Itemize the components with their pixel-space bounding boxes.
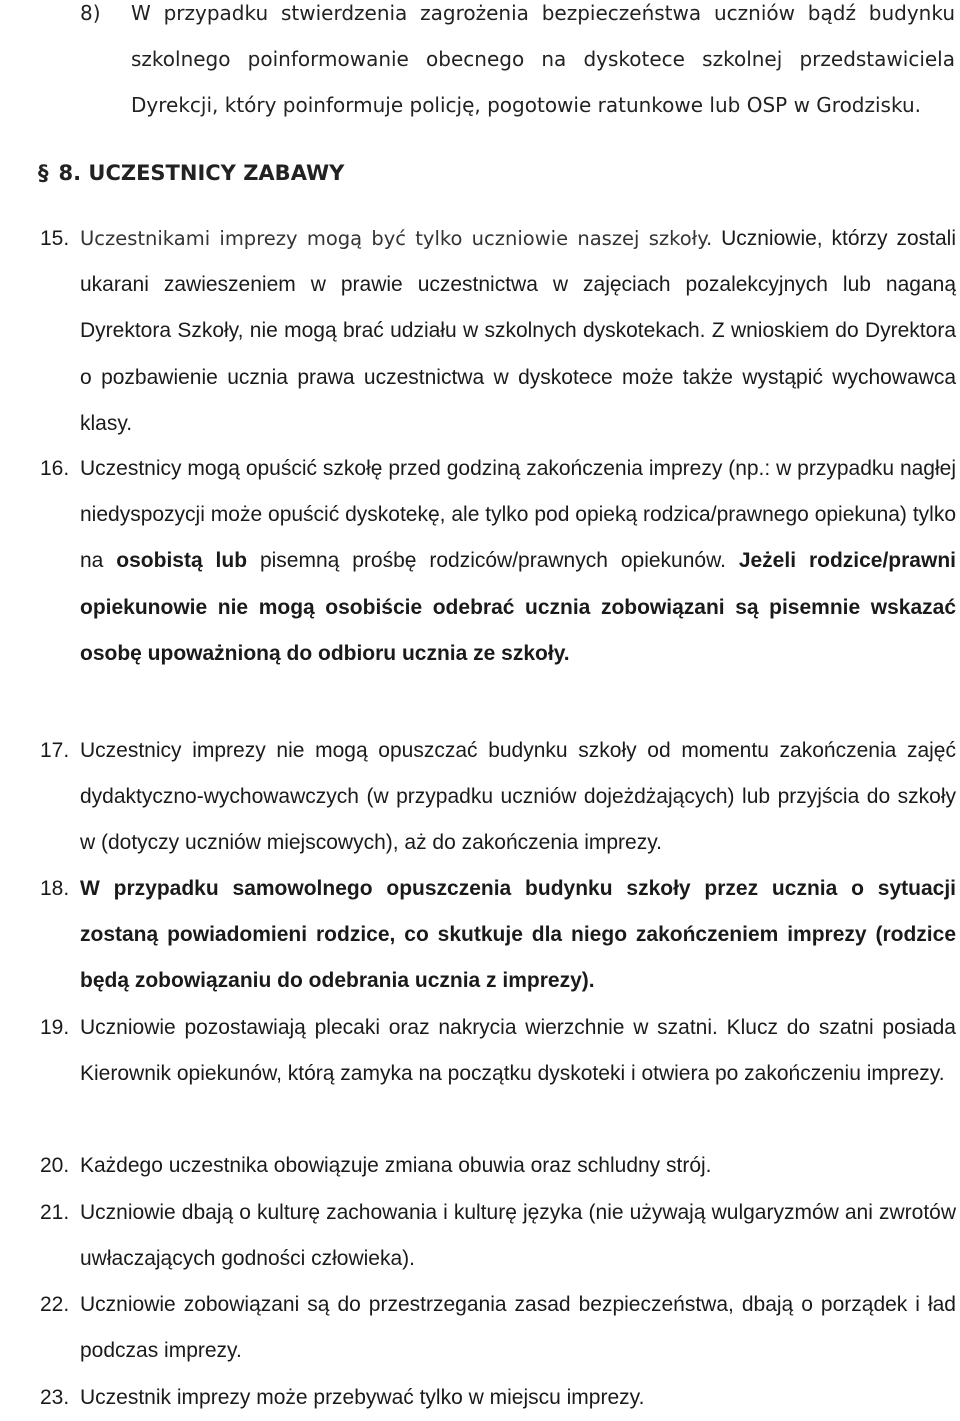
item-text: W przypadku stwierdzenia zagrożenia bezpieczeństwa uczniów bądź budynku szkolnego poinformowanie obecnego na dyskotece szkolnej przedstawiciela Dyrekcji, który poinformuje policję, pogotowie ratunkowe lub OSP w Grodzisku. xyxy=(131,1,955,117)
item-text-rest: Uczniowie, którzy zostali ukarani zawieszeniem w prawie uczestnictwa w zajęciach pozalekcyjnych lub naganą Dyrektora Szkoły, nie mogą brać udziału w szkolnych dyskotekach. Z wnioskiem do Dyrektora o pozbawienie ucznia prawa uczestnictwa w dyskotece może także wystąpić wychowawca klasy. xyxy=(80,227,956,435)
section-title: 8. UCZESTNICY ZABAWY xyxy=(58,161,345,185)
item-text: Uczestnik imprezy może przebywać tylko w miejscu imprezy. xyxy=(80,1386,645,1409)
item-text: Uczniowie zobowiązani są do przestrzegania zasad bezpieczeństwa, dbają o porządek i ład podczas imprezy. xyxy=(80,1293,956,1363)
item-number: 22. xyxy=(40,1293,70,1316)
item-text: W przypadku samowolnego opuszczenia budynku szkoły przez ucznia o sytuacji zostaną powiadomieni rodzice, co skutkuje dla niego zakończeniem imprezy (rodzice będą zobowiązaniu do odebrania ucznia z imprezy). xyxy=(80,877,956,993)
item-text-bold: Jeżeli rodzice/prawni opiekunowie nie mogą osobiście odebrać ucznia zobowiązani są pisemnie wskazać osobę upoważnioną do odbioru ucznia ze szkoły. xyxy=(80,549,956,665)
item-number: 17. xyxy=(40,739,70,762)
item-text: Każdego uczestnika obowiązuje zmiana obuwia oraz schludny strój. xyxy=(80,1154,712,1177)
item-number: 15. xyxy=(40,227,70,250)
item-number: 20. xyxy=(40,1154,70,1177)
item-text: Uczniowie dbają o kulturę zachowania i kulturę języka (nie używają wulgaryzmów ani zwrotów uwłaczających godności człowieka). xyxy=(80,1201,956,1271)
item-text-part: pisemną prośbę rodziców/prawnych opiekunów. xyxy=(247,549,739,573)
item-number: 23. xyxy=(40,1386,70,1409)
item-number: 8) xyxy=(80,1,101,25)
item-number: 16. xyxy=(40,457,70,480)
item-text: Uczestnicy imprezy nie mogą opuszczać budynku szkoły od momentu zakończenia zajęć dydaktyczno-wychowawczych (w przypadku uczniów dojeżdżających) lub przyjścia do szkoły w (dotyczy uczniów miejscowych), aż do zakończenia imprezy. xyxy=(80,739,956,855)
item-text xyxy=(80,216,956,447)
item-text xyxy=(80,446,956,677)
item-text-part: Uczestnicy mogą opuścić szkołę przed godziną zakończenia imprezy (np.: w przypadku nagłej niedyspozycji może opuścić dyskotekę, ale tylko pod opieką rodzica/prawnego opiekuna) tylko na xyxy=(80,457,956,573)
item-text: Uczniowie pozostawiają plecaki oraz nakrycia wierzchnie w szatni. Klucz do szatni posiada Kierownik opiekunów, którą zamyka na początku dyskoteki i otwiera po zakończeniu imprezy. xyxy=(80,1016,956,1086)
item-text-lead: Uczestnikami imprezy mogą być tylko uczniowie naszej szkoły. xyxy=(80,227,713,250)
item-number: 21. xyxy=(40,1201,70,1224)
section-heading xyxy=(38,150,344,196)
section-symbol: § xyxy=(38,161,49,185)
item-number: 18. xyxy=(40,877,70,900)
item-number: 19. xyxy=(40,1016,70,1039)
item-text-bold: osobistą lub xyxy=(116,549,248,573)
